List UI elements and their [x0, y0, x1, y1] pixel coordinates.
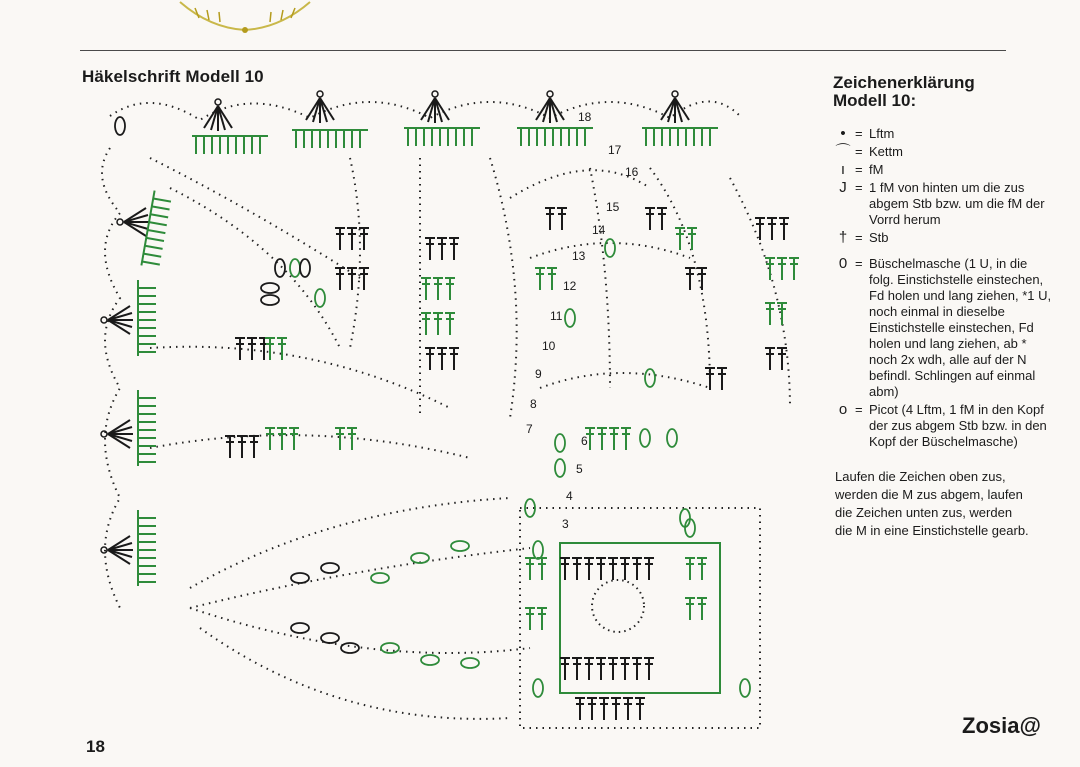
row-label-6: 6	[581, 434, 588, 448]
row-label-7: 7	[526, 422, 533, 436]
row-label-3: 3	[562, 517, 569, 531]
legend-item-bueschelmasche: 0 = Büschelmasche (1 U, in die folg. Einstichstelle einstechen, Fd holen und lang ziehen, *1 U, noch einmal in dieselbe Einstichstelle einstechen, Fd holen und lang ziehen, ab * noch 2x wdh, alle auf der N befindl. Schlingen auf einmal abm)	[833, 256, 1053, 400]
row-number-labels	[526, 110, 639, 531]
row-label-18: 18	[578, 110, 592, 124]
legend-item-picot: o = Picot (4 Lftm, 1 fM in den Kopf der zus abgem Stb bzw. in den Kopf der Büschelmasche)	[833, 402, 1053, 450]
header-rule	[80, 50, 1006, 51]
row-label-17: 17	[608, 143, 622, 157]
row-label-4: 4	[566, 489, 573, 503]
row-label-10: 10	[542, 339, 556, 353]
legend-item-kettm: ⌒ = Kettm	[833, 144, 1053, 160]
row-label-12: 12	[563, 279, 577, 293]
legend-item-stb: † = Stb	[833, 230, 1053, 246]
ring-icon: o	[838, 401, 848, 418]
legend-title: Zeichenerklärung Modell 10:	[833, 73, 975, 110]
oval-icon: 0	[838, 255, 848, 272]
treble-stitch-columns	[225, 208, 799, 458]
top-flower-ornament	[175, 0, 315, 34]
cross-icon: †	[838, 229, 848, 246]
legend-item-fm-hinten: J = 1 fM von hinten um die zus abgem Stb bzw. um die fM der Vorrd herum	[833, 180, 1053, 228]
page-number: 18	[86, 737, 105, 756]
crochet-chart	[90, 88, 810, 740]
row-label-5: 5	[576, 462, 583, 476]
left-scallop-column	[101, 148, 172, 608]
row-label-11: 11	[550, 309, 563, 323]
legend-item-fm: ı = fM	[833, 162, 1053, 178]
dot-icon: •	[840, 125, 846, 142]
legend	[833, 74, 1053, 540]
diagram-title: Häkelschrift Modell 10	[82, 67, 264, 86]
legend-note: Laufen die Zeichen oben zus, werden die M zus abgem, laufen die Zeichen unten zus, werden die M in eine Einstichstelle gearb.	[835, 469, 1029, 538]
arc-icon: ⌒	[835, 143, 851, 160]
credit-watermark: Zosia@	[962, 713, 1041, 738]
row-label-16: 16	[625, 165, 639, 179]
hook-bar-icon: J	[839, 179, 847, 196]
bar-icon: ı	[840, 161, 846, 178]
row-label-9: 9	[535, 367, 542, 381]
top-scallop-row	[110, 91, 740, 154]
row-label-13: 13	[572, 249, 586, 263]
chain-loop-arcs	[150, 158, 790, 719]
row-label-8: 8	[530, 397, 537, 411]
legend-item-lftm: • = Lftm	[833, 126, 1053, 142]
row-label-14: 14	[592, 223, 606, 237]
row-label-15: 15	[606, 200, 620, 214]
